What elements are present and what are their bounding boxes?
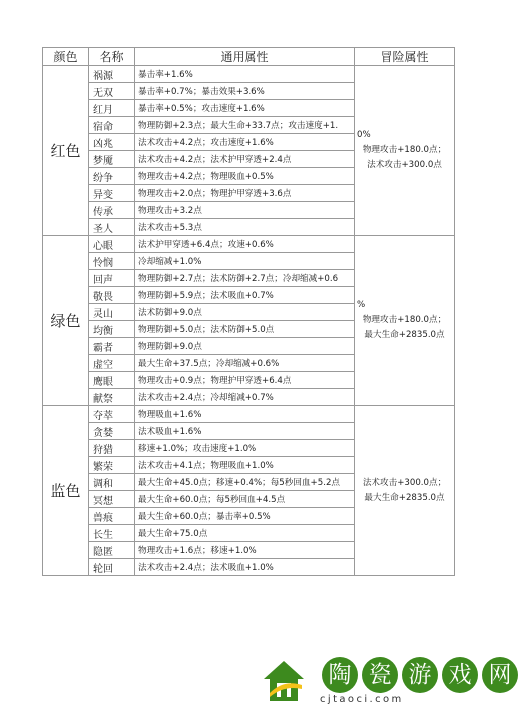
adventure-attribute-green (355, 236, 455, 406)
rune-common-attribute: 物理攻击+1.6点；移速+1.0% (135, 542, 355, 559)
header-name: 名称 (89, 48, 135, 66)
rune-common-attribute: 物理防御+5.9点；法术吸血+0.7% (135, 287, 355, 304)
rune-common-attribute: 冷却缩减+1.0% (135, 253, 355, 270)
rune-common-attribute: 最大生命+37.5点；冷却缩减+0.6% (135, 355, 355, 372)
rune-name: 调和 (89, 474, 135, 491)
adventure-attribute-line: 最大生命+2835.0点 (364, 492, 445, 503)
rune-common-attribute: 物理防御+2.3点；最大生命+33.7点；攻击速度+1. (135, 117, 355, 134)
header-row (43, 48, 455, 66)
rune-name: 梦魇 (89, 151, 135, 168)
rune-name: 贪婪 (89, 423, 135, 440)
rune-name: 轮回 (89, 559, 135, 576)
rune-name: 均衡 (89, 321, 135, 338)
rune-name: 圣人 (89, 219, 135, 236)
table-row (43, 236, 455, 253)
rune-name: 心眼 (89, 236, 135, 253)
rune-name: 敬畏 (89, 287, 135, 304)
rune-common-attribute: 物理攻击+0.9点；物理护甲穿透+6.4点 (135, 372, 355, 389)
rune-common-attribute: 暴击率+1.6% (135, 66, 355, 83)
rune-name: 凶兆 (89, 134, 135, 151)
logo-brand-text (322, 657, 518, 693)
rune-name: 夺萃 (89, 406, 135, 423)
rune-name: 宿命 (89, 117, 135, 134)
rune-name: 无双 (89, 83, 135, 100)
site-logo (258, 655, 512, 705)
adventure-attribute-red (355, 66, 455, 236)
color-group-red: 红色 (43, 66, 89, 236)
adventure-attribute-line: 0% (357, 130, 371, 140)
rune-name: 长生 (89, 525, 135, 542)
logo-char: 游 (402, 657, 438, 693)
rune-name: 怜悯 (89, 253, 135, 270)
rune-name: 回声 (89, 270, 135, 287)
rune-common-attribute: 法术攻击+2.4点；冷却缩减+0.7% (135, 389, 355, 406)
color-group-blue: 监色 (43, 406, 89, 576)
rune-name: 冥想 (89, 491, 135, 508)
table-body (43, 66, 455, 576)
rune-common-attribute: 物理吸血+1.6% (135, 406, 355, 423)
rune-name: 异变 (89, 185, 135, 202)
table-row (43, 66, 455, 83)
rune-name: 献祭 (89, 389, 135, 406)
logo-site-url: cjtaoci.com (320, 694, 404, 705)
rune-name: 灵山 (89, 304, 135, 321)
header-adventure-attributes: 冒险属性 (355, 48, 455, 66)
rune-common-attribute: 物理防御+2.7点；法术防御+2.7点；冷却缩减+0.6 (135, 270, 355, 287)
rune-common-attribute: 物理攻击+4.2点；物理吸血+0.5% (135, 168, 355, 185)
logo-char: 瓷 (362, 657, 398, 693)
adventure-attribute-blue (355, 406, 455, 576)
logo-char: 戏 (442, 657, 478, 693)
rune-attribute-table (42, 47, 455, 576)
color-group-green: 绿色 (43, 236, 89, 406)
adventure-attribute-line: 法术攻击+300.0点； (362, 477, 447, 488)
adventure-attribute-line: 物理攻击+180.0点； (362, 315, 447, 325)
rune-common-attribute: 法术护甲穿透+6.4点；攻速+0.6% (135, 236, 355, 253)
rune-name: 繁荣 (89, 457, 135, 474)
rune-name: 霸者 (89, 338, 135, 355)
table-row (43, 406, 455, 423)
rune-common-attribute: 法术攻击+4.2点；攻击速度+1.6% (135, 134, 355, 151)
rune-name: 纷争 (89, 168, 135, 185)
rune-common-attribute: 法术攻击+4.1点；物理吸血+1.0% (135, 457, 355, 474)
rune-common-attribute: 暴击率+0.7%；暴击效果+3.6% (135, 83, 355, 100)
rune-common-attribute: 法术攻击+5.3点 (135, 219, 355, 236)
logo-char: 陶 (322, 657, 358, 693)
rune-common-attribute: 物理攻击+3.2点 (135, 202, 355, 219)
rune-common-attribute: 法术攻击+2.4点；法术吸血+1.0% (135, 559, 355, 576)
rune-name: 兽痕 (89, 508, 135, 525)
rune-common-attribute: 物理防御+5.0点；法术防御+5.0点 (135, 321, 355, 338)
rune-name: 祸源 (89, 66, 135, 83)
rune-common-attribute: 法术防御+9.0点 (135, 304, 355, 321)
adventure-attribute-line: 法术攻击+300.0点 (367, 160, 442, 170)
header-common-attributes: 通用属性 (135, 48, 355, 66)
rune-name: 传承 (89, 202, 135, 219)
logo-char: 网 (482, 657, 518, 693)
rune-name: 鹰眼 (89, 372, 135, 389)
rune-common-attribute: 法术吸血+1.6% (135, 423, 355, 440)
rune-name: 狩猎 (89, 440, 135, 457)
rune-common-attribute: 移速+1.0%；攻击速度+1.0% (135, 440, 355, 457)
rune-common-attribute: 物理攻击+2.0点；物理护甲穿透+3.6点 (135, 185, 355, 202)
rune-common-attribute: 物理防御+9.0点 (135, 338, 355, 355)
rune-common-attribute: 最大生命+60.0点；暴击率+0.5% (135, 508, 355, 525)
rune-name: 隐匿 (89, 542, 135, 559)
rune-common-attribute: 最大生命+60.0点；每5秒回血+4.5点 (135, 491, 355, 508)
house-logo-icon (262, 659, 306, 703)
rune-name: 虚空 (89, 355, 135, 372)
rune-common-attribute: 法术攻击+4.2点；法术护甲穿透+2.4点 (135, 151, 355, 168)
rune-name: 红月 (89, 100, 135, 117)
rune-common-attribute: 暴击率+0.5%；攻击速度+1.6% (135, 100, 355, 117)
rune-common-attribute: 最大生命+45.0点；移速+0.4%；每5秒回血+5.2点 (135, 474, 355, 491)
adventure-attribute-line: 最大生命+2835.0点 (364, 330, 445, 340)
adventure-attribute-line: % (357, 300, 366, 310)
adventure-attribute-line: 物理攻击+180.0点； (362, 145, 447, 155)
header-color: 颜色 (43, 48, 89, 66)
rune-common-attribute: 最大生命+75.0点 (135, 525, 355, 542)
